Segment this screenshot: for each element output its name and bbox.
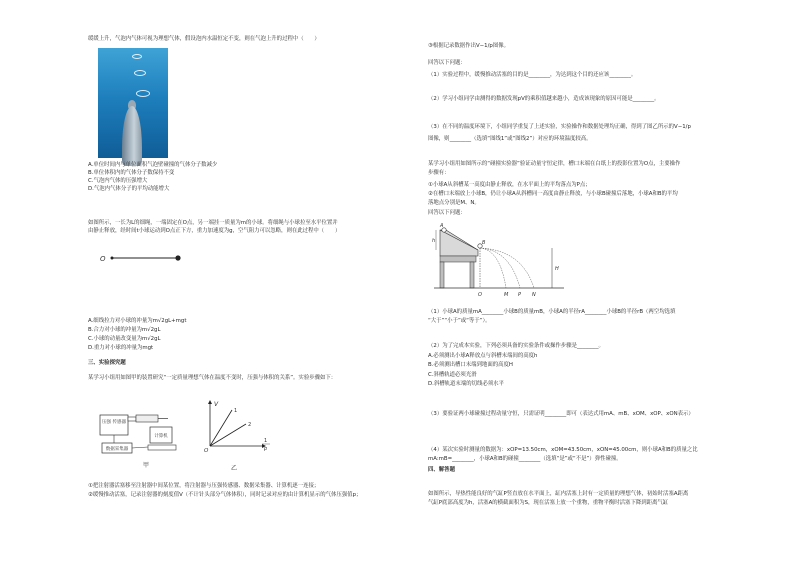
line-2-label: 2	[248, 422, 252, 428]
procedure-step-3: 落地点分别是M、N。	[428, 200, 480, 206]
question-stem: 某学习小组用如图所示的“碰撞实验器”验证动量守恒定律，槽口末端在白纸上的投影位置为O点，主要操作	[428, 161, 681, 167]
option-d: D.气泡内气体分子的平均动能增大	[88, 186, 170, 192]
result-question-4-cont: mA:mB=________，小球A和B的碰撞________（选填“是”或“不是”）弹性碰撞。	[428, 456, 622, 462]
sensor-label: 压强 传感器	[102, 420, 126, 425]
section-heading: 三、实验探究题	[88, 360, 126, 366]
svg-text:B: B	[482, 240, 486, 246]
bubble-icon	[136, 90, 150, 97]
option-c: C.小球的动量改变量为m√2gL	[88, 336, 161, 342]
step-1: ①把注射器活塞移至注射器中间某位置，将注射器与压强传感器、数据采集器、计算机逐一连接；	[88, 483, 320, 489]
step-2: ②缓慢推动活塞，记录注射器的刻度值V（不计针头部分气体体积），同时记录对应的由计算机显示的气体压强值p；	[88, 492, 362, 498]
result-question-1-cont: “大于”“小于”或“等于”）。	[428, 318, 491, 324]
right-column	[428, 0, 736, 562]
question-stem: 如图所示，一长为L的细绳，一端固定在O点，另一端挂一质量为m的小球。将细绳与小球拉至水平位置并	[88, 220, 338, 226]
line-1-label: 1	[234, 408, 238, 414]
left-column	[88, 0, 400, 562]
svg-text:N: N	[532, 292, 536, 298]
procedure-step-2: ②在槽口末端放上小球B，仍让小球A从斜槽同一高度由静止释放，与小球B碰撞后落地，小球A和B的平均	[428, 191, 678, 197]
option-b: B.单位体积内的气体分子数保持不变	[88, 170, 175, 176]
sub-question-2: （2）学习小组同学由测得的数据发现pV的乘积值越来越小，造成该现象的原因可能是________。	[428, 96, 660, 102]
question-stem: 步骤有：	[428, 170, 450, 176]
option-d: D.重力对小球的冲量为mgt	[88, 345, 154, 351]
option-c: C.气泡内气体的压强增大	[88, 178, 148, 184]
option-a: A.细线拉力对小球的冲量为m√2gL+mgt	[88, 318, 187, 324]
origin-label: O	[204, 448, 209, 454]
procedure-step-1: ①小球A从斜槽某一高度由静止释放，在水平面上的平均落点为P点；	[428, 182, 591, 188]
result-question-1: （1）小球A的质量mA________小球B的质量mB，小球A的半径rA________小球B的半径rB（两空均选填	[428, 309, 676, 315]
option-b: B.必须测出槽口末端到地面的高度H	[428, 362, 513, 368]
dolphin-bubble-photo	[98, 48, 168, 158]
y-axis-label: V	[214, 401, 219, 408]
bubble-icon	[132, 54, 142, 59]
question-stem: 由静止释放，经时间t小球运动到O点正下方，重力加速度为g，空气阻力可以忽略，则在此过程中（ ）	[88, 228, 341, 234]
svg-text:M: M	[504, 292, 509, 298]
svg-text:H: H	[555, 266, 559, 272]
section-heading: 四、解答题	[428, 467, 455, 473]
pivot-label: O	[100, 255, 106, 263]
result-question-4: （4）某次实验时测量的数据为：xOP=13.50cm，xOM=43.50cm，xON=45.00cm，则小球A和B的质量之比	[428, 447, 698, 453]
question-stem: 如图所示，导热性能良好的气缸P竖直放在水平面上，缸内活塞上封有一定质量的理想气体，初始时活塞A距离	[428, 491, 689, 497]
sub-question-3: （3）在不同的温度环境下，小组同学重复了上述实验，实验操作和数据处理均正确，得到了图乙所示的V−1/p	[428, 124, 691, 130]
answer-prompt: 回答以下问题：	[428, 210, 466, 216]
figure-caption-jia: 甲	[142, 462, 150, 469]
x-axis-label: 1	[264, 438, 268, 444]
question-stem: 气缸P底部高度为h，活塞A的横截面积为S，现在活塞上放一个重物，重物平衡时活塞下降到距离气缸	[428, 500, 669, 506]
option-b: B.合力对小球的冲量为m√2gL	[88, 327, 161, 333]
option-d: D.斜槽轨道末端的切线必须水平	[428, 381, 504, 387]
result-question-2: （2）为了完成本实验，下列必须具备的实验条件或操作步骤是________。	[428, 343, 604, 349]
pendulum-figure	[98, 250, 198, 270]
question-stem: 缓缓上升，气泡内气体可视为理想气体，假设泡内水温恒定不变，则在气泡上升的过程中（ ）	[88, 36, 320, 42]
svg-text:O: O	[478, 292, 482, 298]
svg-text:A: A	[440, 223, 444, 229]
graph-figure-yi	[198, 398, 288, 478]
dolphin-body	[122, 106, 142, 166]
computer-label: 计算机	[154, 434, 168, 439]
bubble-icon	[134, 70, 146, 76]
apparatus-figure-jia	[98, 395, 198, 475]
x-axis-sub: p	[264, 446, 268, 452]
collision-apparatus-figure	[434, 222, 584, 302]
figure-caption-yi: 乙	[230, 465, 238, 472]
option-c: C.斜槽轨道必须光滑	[428, 372, 477, 378]
answer-prompt: 回答以下问题：	[428, 60, 466, 66]
step-3: ③根据记录数据作出V−1/p图像。	[428, 43, 510, 49]
sub-question-1: （1）实验过程中，缓慢推动活塞的目的是________，为达到这个目的还应该________。	[428, 72, 637, 78]
sub-question-3-cont: 图像，则________（选填“图线1”或“图线2”）对应的环境温度较高。	[428, 136, 592, 142]
result-question-3: （3）要验证两小球碰撞过程动量守恒，只需证明________即可（表达式用mA、mB、xOM、xOP、xON表示）	[428, 411, 694, 417]
collector-label: 数据采集器	[105, 447, 129, 452]
svg-text:h: h	[432, 238, 436, 244]
option-a: A.单位时间内与单位面积气泡壁碰撞的气体分子数减少	[88, 162, 218, 168]
option-a: A.必须测出小球A释放点与斜槽末端间的高度h	[428, 353, 538, 359]
question-stem: 某学习小组用如图甲的装置研究“一定质量理想气体在温度不变时，压强与体积的关系”。实验步骤如下：	[88, 375, 337, 381]
svg-text:P: P	[518, 292, 522, 298]
